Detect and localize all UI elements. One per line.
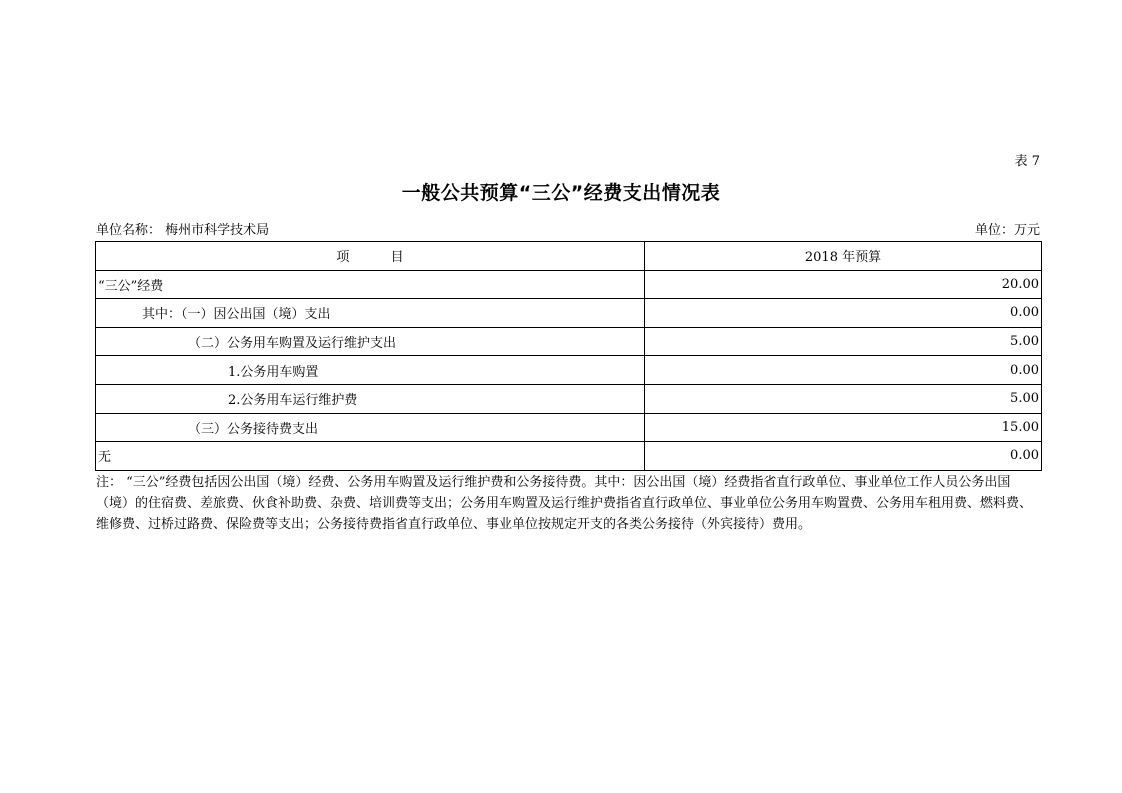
table-number: 表 7 — [1014, 154, 1040, 169]
row-value: 20.00 — [645, 270, 1042, 299]
table-row — [96, 442, 1042, 471]
row-label: “三公”经费 — [96, 270, 645, 299]
footnote: 注： “三公”经费包括因公出国（境）经费、公务用车购置及运行维护费和公务接待费。其中：因公出国（境）经费指省直行政单位、事业单位工作人员公务出国（境）的住宿费、差旅费、伙食补助费、杂费、培训费等支出；公务用车购置及运行维护费指省直行政单位、事业单位公务用车购置费、公务用车租用费、燃料费、维修费、过桥过路费、保险费等支出；公务接待费指省直行政单位、事业单位按规定开支的各类公务接待（外宾接待）费用。 — [96, 475, 1033, 532]
row-label: 无 — [96, 442, 645, 471]
table-header-row — [96, 242, 1042, 271]
page-title: 一般公共预算“三公”经费支出情况表 — [401, 182, 721, 204]
row-value: 0.00 — [645, 442, 1042, 471]
row-value: 5.00 — [645, 327, 1042, 356]
table-row — [96, 270, 1042, 299]
table-row — [96, 413, 1042, 442]
header-budget: 2018 年预算 — [645, 242, 1042, 271]
row-value: 5.00 — [645, 384, 1042, 413]
row-value: 0.00 — [645, 299, 1042, 328]
header-item: 项 目 — [96, 242, 645, 271]
row-label: 2.公务用车运行维护费 — [96, 384, 645, 413]
table-row — [96, 299, 1042, 328]
table-row — [96, 356, 1042, 385]
unit-name: 单位名称： 梅州市科学技术局 — [96, 223, 270, 238]
table-row — [96, 384, 1042, 413]
row-label: （三）公务接待费支出 — [96, 413, 645, 442]
row-label: 1.公务用车购置 — [96, 356, 645, 385]
table-row — [96, 327, 1042, 356]
row-value: 15.00 — [645, 413, 1042, 442]
unit-label: 单位：万元 — [974, 223, 1040, 238]
row-label: 其中：（一）因公出国（境）支出 — [96, 299, 645, 328]
budget-table — [95, 241, 1042, 471]
row-label: （二）公务用车购置及运行维护支出 — [96, 327, 645, 356]
row-value: 0.00 — [645, 356, 1042, 385]
